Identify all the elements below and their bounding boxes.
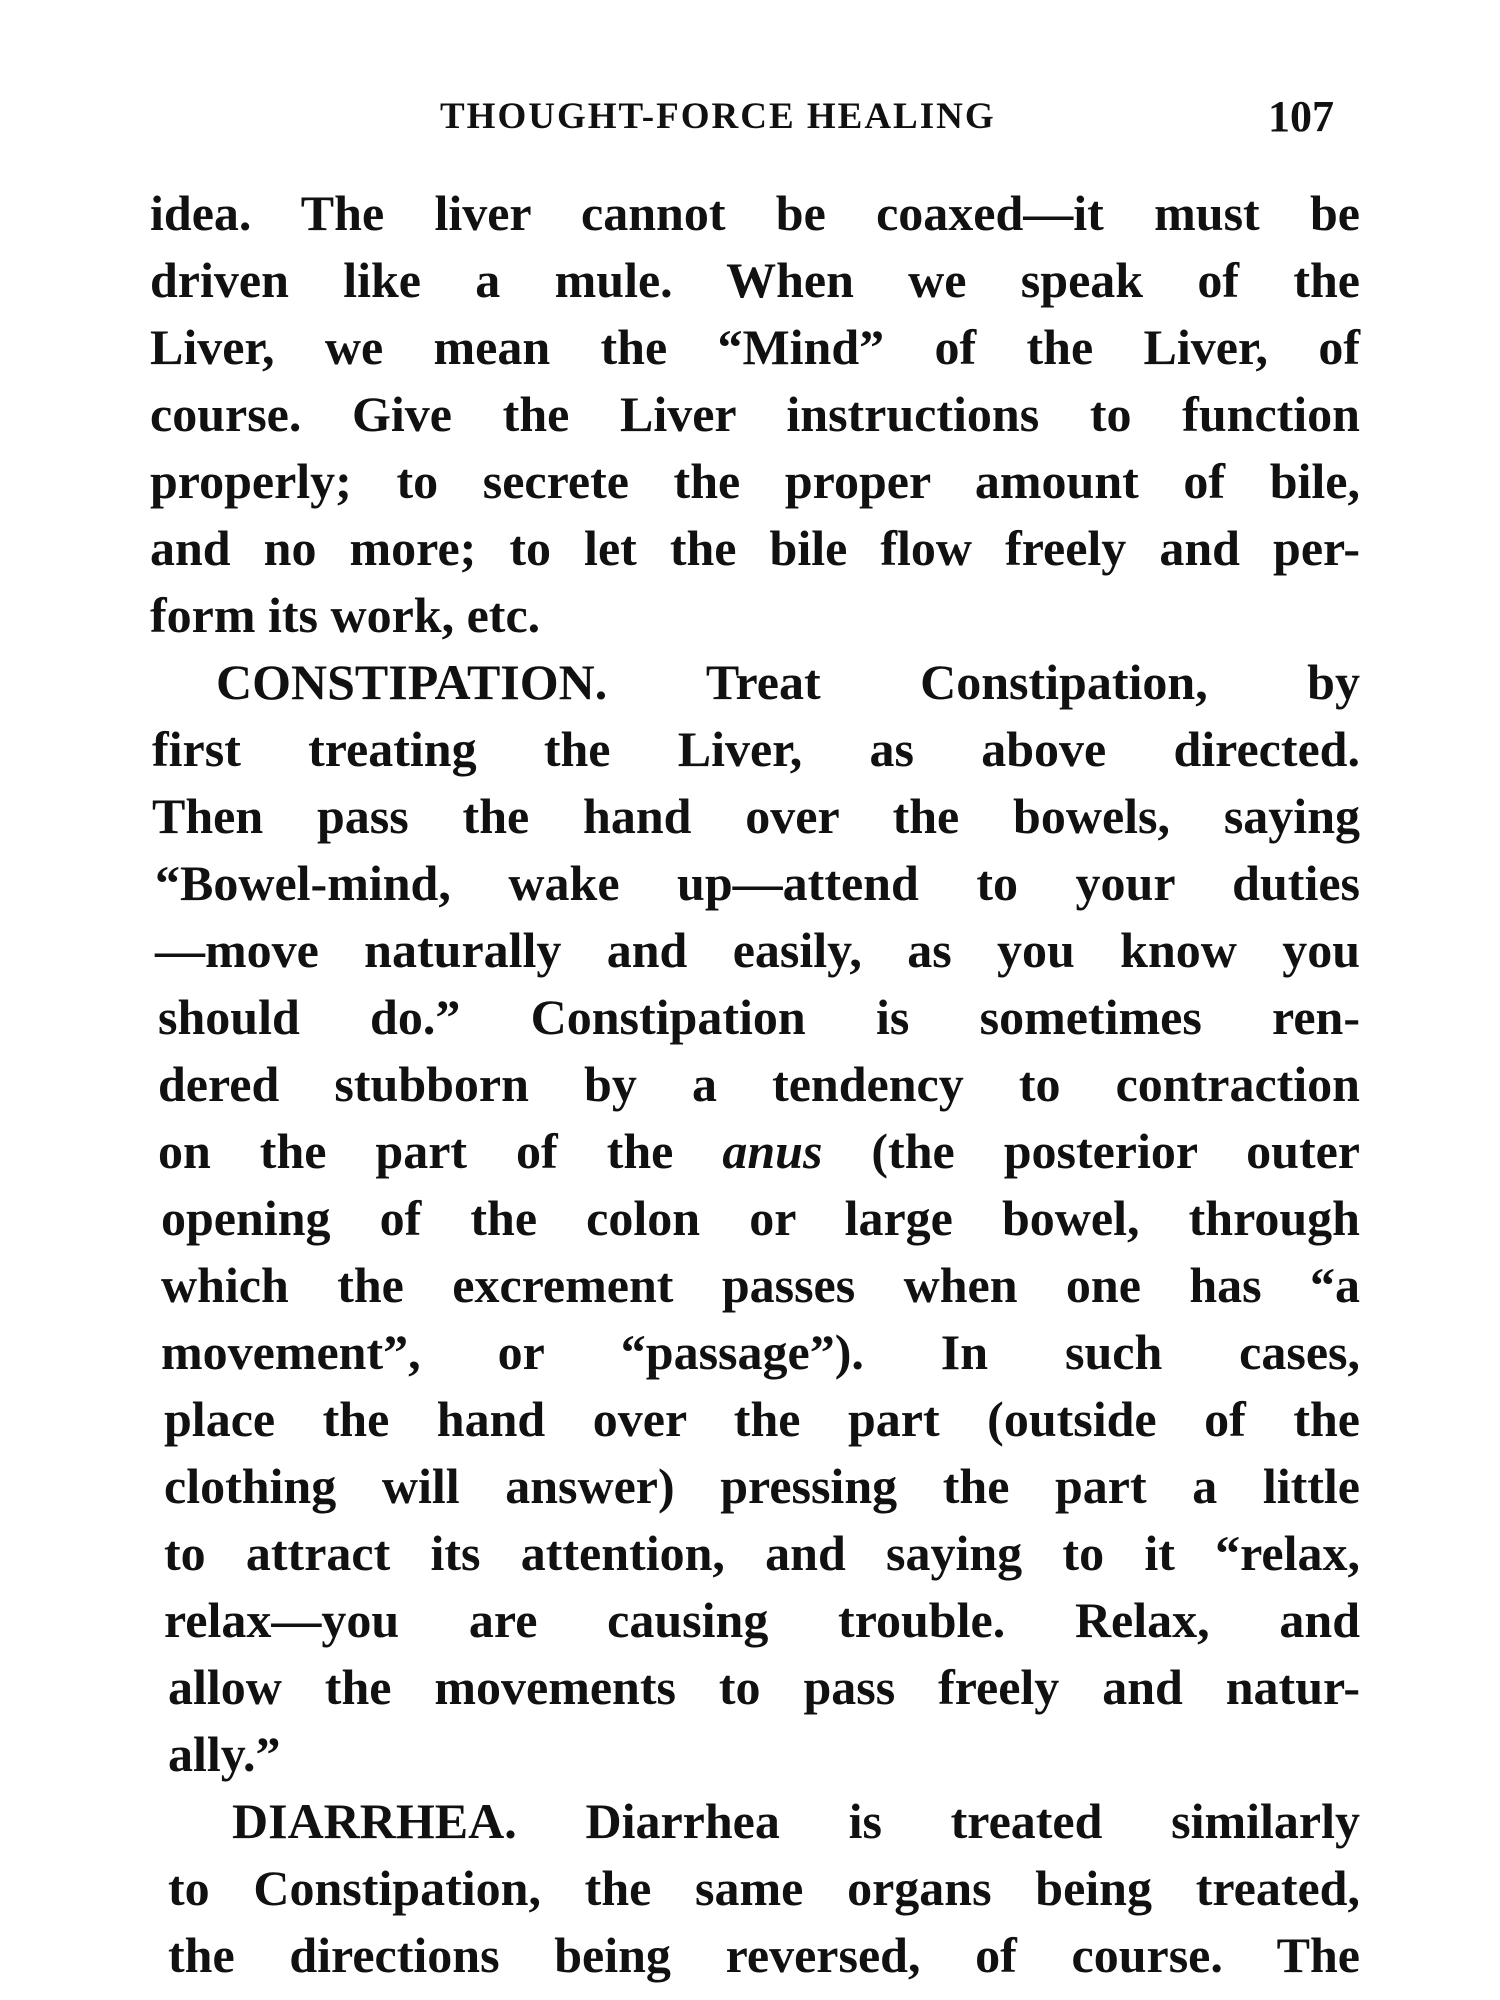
text-line: movement”, or “passage”). In such cases, (161, 1324, 1360, 1380)
text-line: which the excrement passes when one has “a (161, 1257, 1360, 1313)
running-head (0, 92, 1500, 145)
paragraph-constipation (150, 649, 1360, 1788)
text-line: “Bowel-mind, wake up—attend to your duties (155, 855, 1360, 911)
text-line: and no more; to let the bile flow freely and per- (150, 520, 1360, 576)
text-line: should do.” Constipation is sometimes ren- (158, 989, 1360, 1045)
text-line: CONSTIPATION. Treat Constipation, by (216, 654, 1360, 710)
text-line: to Constipation, the same organs being treated, (168, 1860, 1360, 1916)
text-line: DIARRHEA. Diarrhea is treated similarly (232, 1793, 1360, 1849)
text-line: clothing will answer) pressing the part a little (164, 1458, 1360, 1514)
text-line: dered stubborn by a tendency to contraction (158, 1056, 1360, 1112)
page-number: 107 (1268, 92, 1334, 141)
text-line: relax—you are causing trouble. Relax, and (164, 1592, 1360, 1648)
text-line: to attract its attention, and saying to it “relax, (164, 1525, 1360, 1581)
text-line: place the hand over the part (outside of the (164, 1391, 1360, 1447)
paragraph-liver (150, 180, 1360, 649)
text-line: the directions being reversed, of course. The (168, 1927, 1360, 1983)
text-segment: on the part of the (158, 1123, 674, 1179)
text-line (158, 1118, 1360, 1185)
paragraph-diarrhea (150, 1788, 1360, 1989)
emphasis-anus: anus (722, 1123, 823, 1179)
body-text (150, 180, 1360, 1989)
text-line: first treating the Liver, as above directed. (152, 721, 1360, 777)
running-title: THOUGHT-FORCE HEALING (440, 96, 996, 137)
text-line: idea. The liver cannot be coaxed—it must be (150, 185, 1360, 241)
text-line: properly; to secrete the proper amount of bile, (150, 453, 1360, 509)
text-line: —move naturally and easily, as you know you (155, 922, 1360, 978)
text-line: Then pass the hand over the bowels, saying (152, 788, 1360, 844)
text-line: course. Give the Liver instructions to function (150, 386, 1360, 442)
text-line: ally.” (168, 1726, 281, 1782)
text-line: Liver, we mean the “Mind” of the Liver, of (150, 319, 1360, 375)
text-line: opening of the colon or large bowel, through (161, 1190, 1360, 1246)
text-line: allow the movements to pass freely and natur- (168, 1659, 1360, 1715)
text-segment: (the posterior outer (871, 1123, 1360, 1179)
text-line: form its work, etc. (150, 587, 541, 643)
text-line: driven like a mule. When we speak of the (150, 252, 1360, 308)
